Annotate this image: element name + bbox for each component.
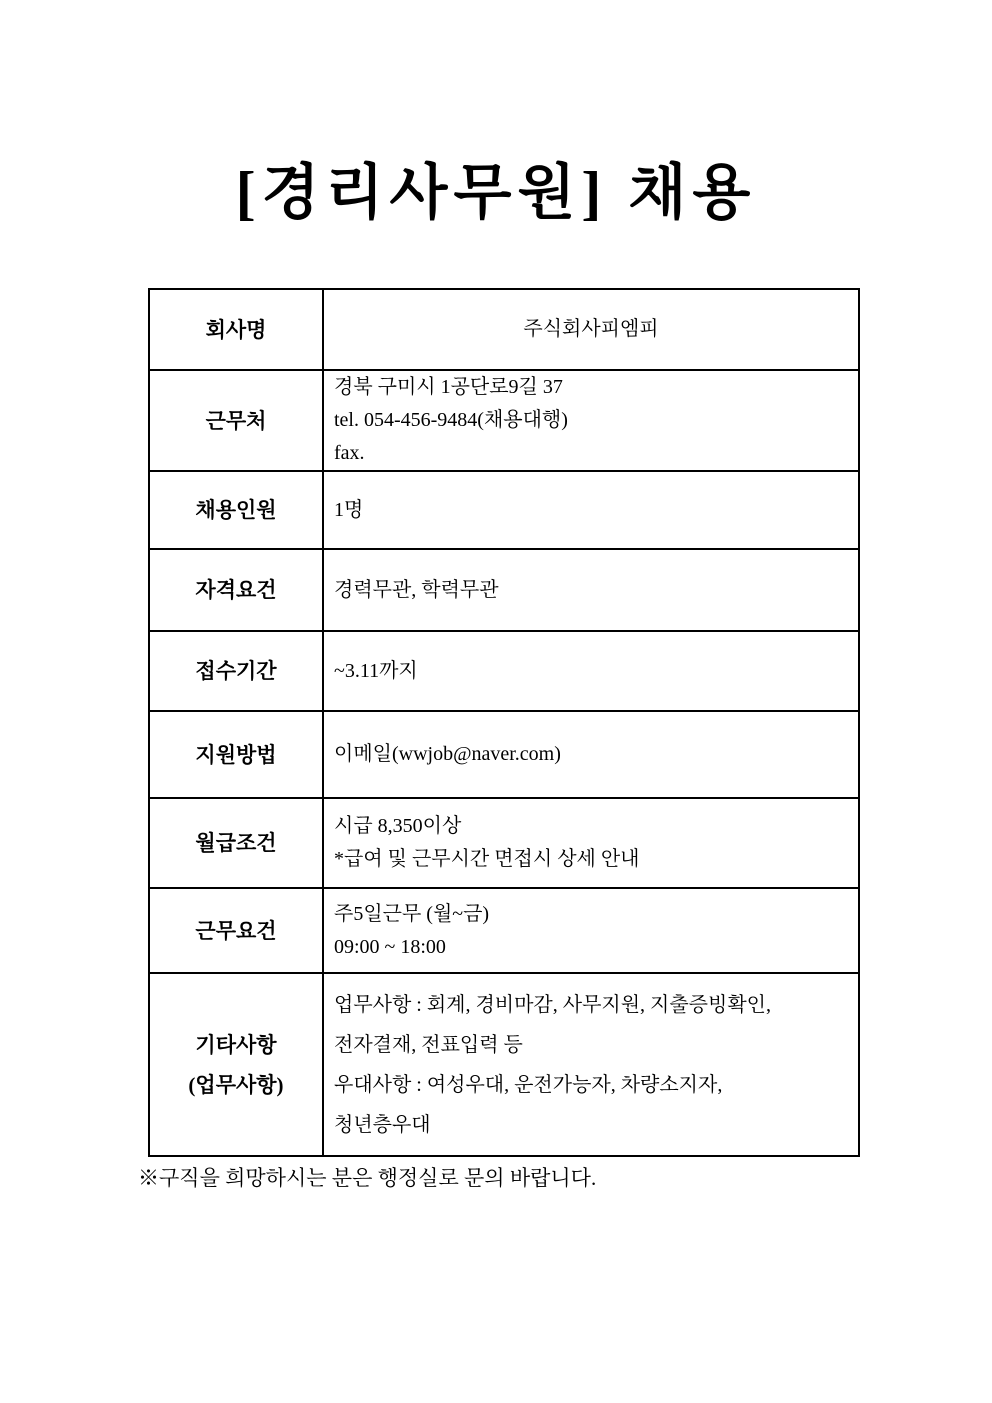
value-line: 1명	[334, 498, 364, 521]
row-value-salary	[323, 798, 859, 888]
row-value-headcount	[323, 471, 859, 549]
value-line: 청년층우대	[334, 1113, 431, 1136]
value-line: 주식회사피엠피	[523, 318, 659, 340]
table-row-application-method	[149, 711, 859, 798]
row-value-application-period	[323, 631, 859, 711]
table-row-qualifications	[149, 549, 859, 631]
value-line: 업무사항 : 회계, 경비마감, 사무지원, 지출증빙확인,	[334, 993, 771, 1016]
value-line: *급여 및 근무시간 면접시 상세 안내	[334, 848, 640, 870]
row-value-application-method	[323, 711, 859, 798]
row-label-other-line2: (업무사항)	[188, 1072, 284, 1097]
row-value-qualifications	[323, 549, 859, 631]
table-row-application-period	[149, 631, 859, 711]
row-label-salary: 월급조건	[149, 798, 323, 888]
value-line: 경북 구미시 1공단로9길 37	[334, 376, 563, 398]
row-label-qualifications: 자격요건	[149, 549, 323, 631]
value-line: ~3.11까지	[334, 659, 418, 682]
job-info-table	[148, 288, 860, 1157]
value-line: 시급 8,350이상	[334, 815, 462, 837]
table-row-other	[149, 973, 859, 1156]
value-line: tel. 054-456-9484(채용대행)	[334, 409, 568, 431]
table-row-salary	[149, 798, 859, 888]
row-value-company	[323, 289, 859, 370]
table-row-work-conditions	[149, 888, 859, 973]
row-label-workplace: 근무처	[149, 370, 323, 471]
row-value-other	[323, 973, 859, 1156]
footnote: ※구직을 희망하시는 분은 행정실로 문의 바랍니다.	[138, 1166, 597, 1190]
row-label-application-period: 접수기간	[149, 631, 323, 711]
table-row-company	[149, 289, 859, 370]
value-line: 주5일근무 (월~금)	[334, 902, 490, 925]
value-line: 전자결재, 전표입력 등	[334, 1033, 523, 1056]
row-value-work-conditions	[323, 888, 859, 973]
row-label-work-conditions: 근무요건	[149, 888, 323, 973]
value-line: 경력무관, 학력무관	[334, 578, 499, 601]
row-label-other	[149, 973, 323, 1156]
table-row-headcount	[149, 471, 859, 549]
row-label-application-method: 지원방법	[149, 711, 323, 798]
page-title: [경리사무원] 채용	[235, 160, 757, 226]
value-line: 우대사항 : 여성우대, 운전가능자, 차량소지자,	[334, 1073, 723, 1096]
value-line: 이메일(wwjob@naver.com)	[334, 743, 561, 765]
table-row-workplace	[149, 370, 859, 471]
value-line: fax.	[334, 442, 365, 464]
value-line: 09:00 ~ 18:00	[334, 935, 446, 958]
row-label-headcount: 채용인원	[149, 471, 323, 549]
row-label-other-line1: 기타사항	[195, 1032, 277, 1057]
row-label-company: 회사명	[149, 289, 323, 370]
row-value-workplace	[323, 370, 859, 471]
